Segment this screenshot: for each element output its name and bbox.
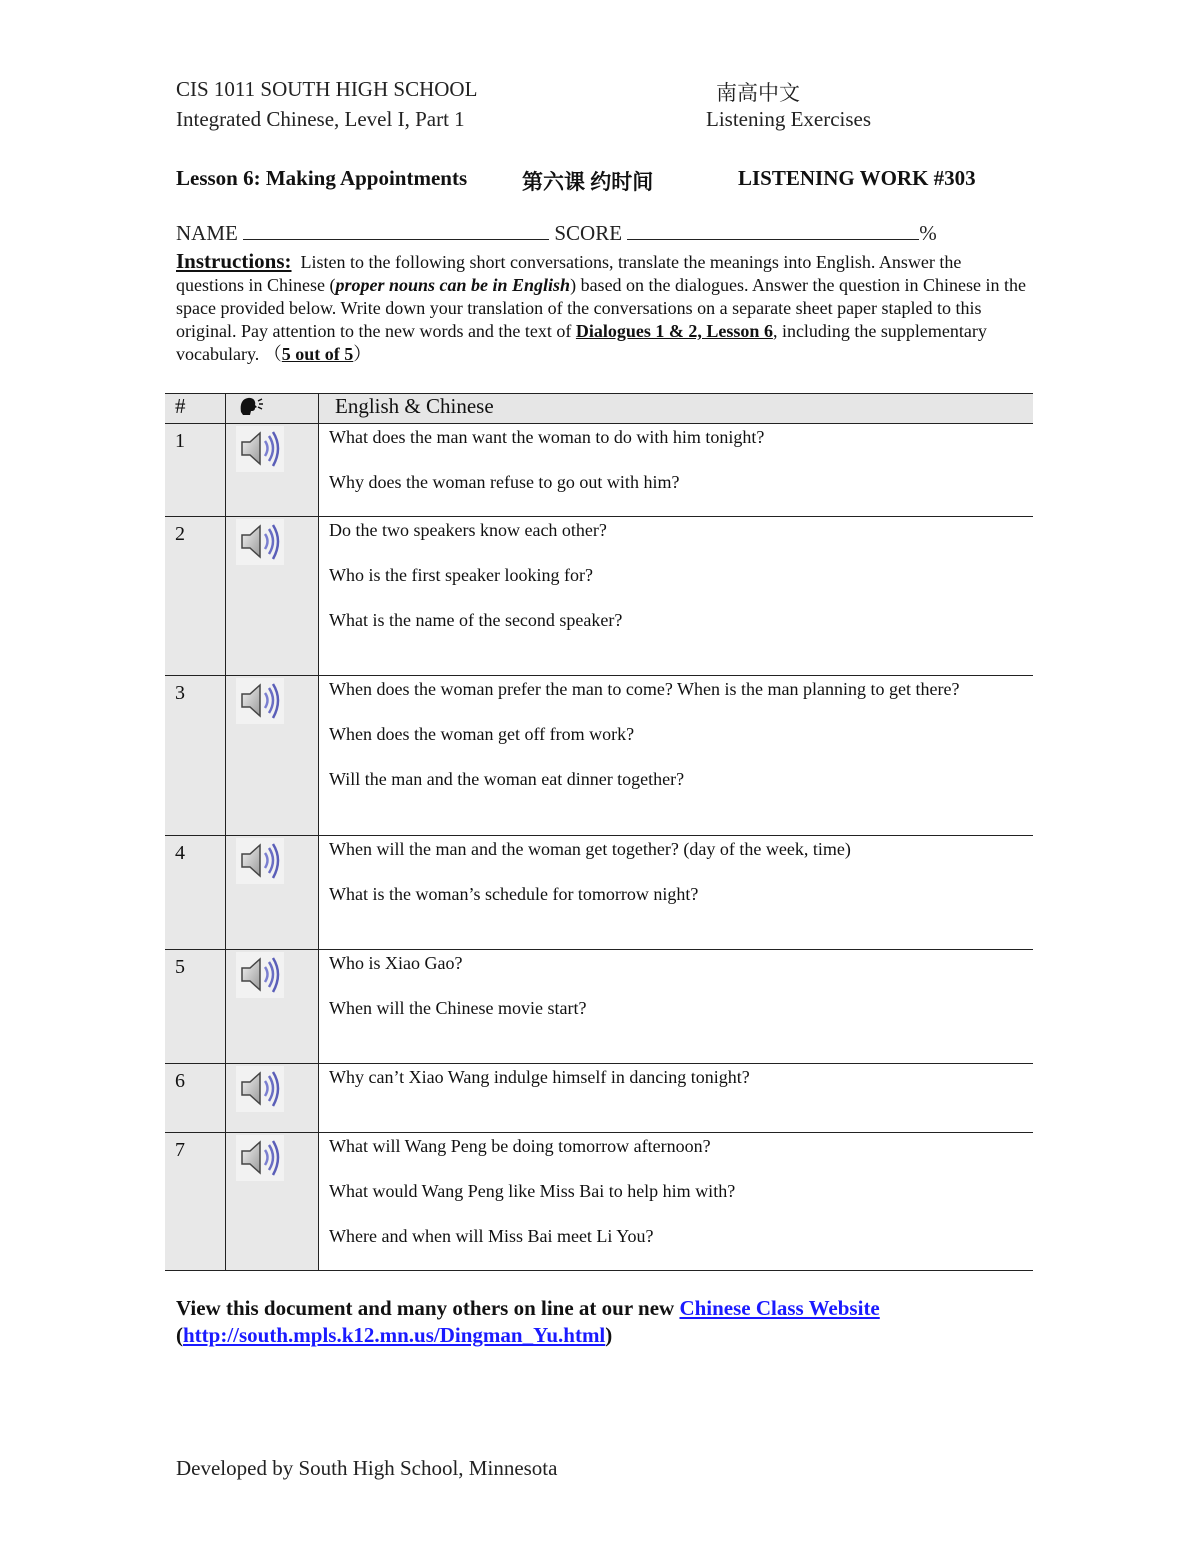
school-name: CIS 1011 SOUTH HIGH SCHOOL: [176, 77, 478, 101]
question-number: 7: [165, 1133, 226, 1271]
question-text: What does the man want the woman to do with him tonight?: [329, 427, 765, 447]
question-text: Do the two speakers know each other?: [329, 520, 607, 540]
question-number: 3: [165, 676, 226, 836]
question-text: Who is Xiao Gao?: [329, 953, 463, 973]
score-label: SCORE: [554, 221, 623, 245]
speaker-icon[interactable]: [236, 678, 284, 724]
header-number: #: [165, 394, 226, 424]
question-text: When does the woman prefer the man to come? When is the man planning to get there?: [329, 679, 960, 699]
question-text: When will the man and the woman get together? (day of the week, time): [329, 839, 851, 859]
speaker-icon[interactable]: [236, 1135, 284, 1181]
speaker-icon[interactable]: [236, 519, 284, 565]
footer-note: [176, 1295, 880, 1349]
audio-cell: [226, 1133, 319, 1271]
instructions-text-4: ）: [353, 344, 372, 364]
audio-cell: [226, 1064, 319, 1133]
work-number: LISTENING WORK #303: [738, 166, 976, 190]
table-row: [165, 1133, 1033, 1271]
name-blank[interactable]: [243, 221, 549, 240]
audio-cell: [226, 950, 319, 1064]
speaker-icon[interactable]: [236, 1066, 284, 1112]
speaker-icon[interactable]: [236, 952, 284, 998]
instructions-label: Instructions:: [176, 249, 292, 273]
question-text: What is the name of the second speaker?: [329, 610, 623, 630]
instructions: [176, 250, 1026, 366]
question-table: [165, 393, 1033, 1271]
school-name-chinese: 南高中文: [716, 81, 800, 105]
question-text: Who is the first speaker looking for?: [329, 565, 593, 585]
class-website-link[interactable]: Chinese Class Website: [679, 1296, 880, 1320]
question-number: 4: [165, 836, 226, 950]
lesson-title: Lesson 6: Making Appointments: [176, 166, 468, 190]
question-text: What will Wang Peng be doing tomorrow afternoon?: [329, 1136, 711, 1156]
website-url-link[interactable]: http://south.mpls.k12.mn.us/Dingman_Yu.html: [183, 1323, 606, 1347]
name-label: NAME: [176, 221, 238, 245]
speaker-icon[interactable]: [236, 838, 284, 884]
table-row: [165, 676, 1033, 836]
questions-cell: [319, 676, 1034, 836]
header-english-chinese: English & Chinese: [319, 394, 1034, 424]
instructions-emphasis: proper nouns can be in English: [335, 275, 571, 295]
question-text: What is the woman’s schedule for tomorrow night?: [329, 884, 699, 904]
instructions-points: 5 out of 5: [281, 344, 354, 364]
question-text: Why does the woman refuse to go out with him?: [329, 472, 680, 492]
course-name: Integrated Chinese, Level I, Part 1: [176, 107, 465, 131]
instructions-text: Listen to the following short conversations, translate the meanings into English. Answer the questions in Chinese (: [176, 252, 962, 295]
audio-cell: [226, 676, 319, 836]
question-number: 2: [165, 517, 226, 676]
footer-text: View this document and many others on line at our new: [176, 1296, 680, 1320]
table-row: [165, 950, 1033, 1064]
table-row: [165, 517, 1033, 676]
name-score-row: [176, 221, 937, 246]
audio-cell: [226, 424, 319, 517]
exercise-type: Listening Exercises: [706, 107, 872, 131]
speaker-icon[interactable]: [236, 426, 284, 472]
questions-cell: [319, 1133, 1034, 1271]
table-row: [165, 836, 1033, 950]
audio-cell: [226, 517, 319, 676]
question-text: Will the man and the woman eat dinner together?: [329, 769, 685, 789]
question-text: When will the Chinese movie start?: [329, 998, 587, 1018]
questions-cell: [319, 424, 1034, 517]
question-number: 5: [165, 950, 226, 1064]
instructions-dialogues: Dialogues 1 & 2, Lesson 6: [575, 321, 773, 341]
question-number: 6: [165, 1064, 226, 1133]
audio-cell: [226, 836, 319, 950]
questions-cell: [319, 950, 1034, 1064]
score-blank[interactable]: [627, 221, 919, 240]
question-text: Why can’t Xiao Wang indulge himself in dancing tonight?: [329, 1067, 750, 1087]
question-text: When does the woman get off from work?: [329, 724, 635, 744]
percent-sign: %: [919, 221, 937, 245]
table-row: [165, 424, 1033, 517]
questions-cell: [319, 517, 1034, 676]
speaking-head-icon: [238, 396, 264, 416]
footer-paren-close: ): [605, 1323, 613, 1347]
question-text: What would Wang Peng like Miss Bai to help him with?: [329, 1181, 736, 1201]
question-text: Where and when will Miss Bai meet Li You?: [329, 1226, 654, 1246]
instructions-text-3: , including the supplementary vocabulary. （: [176, 321, 987, 364]
questions-cell: [319, 836, 1034, 950]
table-row: [165, 1064, 1033, 1133]
instructions-text-2: ) based on the dialogues. Answer the question in Chinese in the space provided below. Write down your translation of the conversations on a separate sheet paper stapled to this original. Pay attention to the new words and the text of: [176, 275, 1026, 341]
developer-credit: Developed by South High School, Minnesota: [176, 1456, 558, 1480]
question-number: 1: [165, 424, 226, 517]
questions-cell: [319, 1064, 1034, 1133]
question-rows: [165, 424, 1033, 1271]
lesson-title-chinese: 第六课 约时间: [522, 170, 654, 194]
footer-paren-open: (: [176, 1323, 183, 1347]
table-header-row: [165, 394, 1033, 424]
header-audio: [226, 394, 319, 424]
